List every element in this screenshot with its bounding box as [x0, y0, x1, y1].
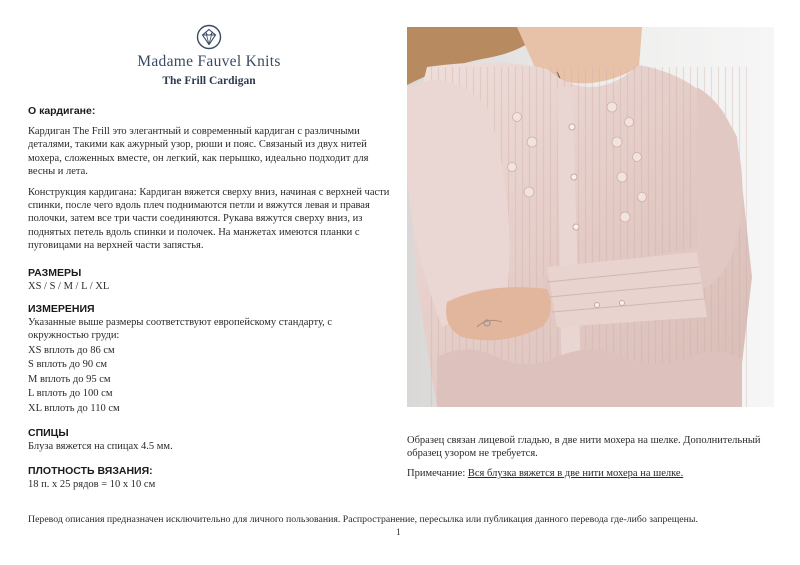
- about-paragraph-2: Конструкция кардигана: Кардиган вяжется сверху вниз, начиная с верхней части спинки, после чего вдоль плеч поднимаются петли и вяжутся левая и правая полочки, затем все три части соединяются. Рукава вяжутся сверху вниз, из поднятых петель вдоль спинки и полочек. На манжетах имеются планки с пуговицами на верхней части запястья.: [28, 186, 390, 252]
- sizes-heading: РАЗМЕРЫ: [28, 266, 82, 279]
- needles-heading: СПИЦЫ: [28, 426, 69, 439]
- about-heading: О кардигане:: [28, 105, 96, 117]
- measurements-intro: Указанные выше размеры соответствуют европейскому стандарту, с окружностью груди:: [28, 317, 333, 342]
- sizes-section: [28, 267, 390, 293]
- footer-disclaimer: Перевод описания предназначен исключительно для личного пользования. Распространение, пересылка или публикация данного перевода где-либо запрещены.: [28, 514, 698, 525]
- brand-header: [28, 24, 390, 87]
- page-number: 1: [396, 528, 401, 538]
- document-title: The Frill Cardigan: [162, 75, 256, 87]
- measurements-list: [28, 344, 390, 415]
- measurements-section: [28, 303, 390, 415]
- brand-name: Madame Fauvel Knits: [137, 53, 281, 70]
- measurements-heading: ИЗМЕРЕНИЯ: [28, 303, 95, 316]
- gauge-text: 18 п. х 25 рядов = 10 х 10 см: [28, 479, 156, 491]
- cardigan-photo: [407, 27, 774, 407]
- list-item: M вплоть до 95 см: [28, 373, 111, 385]
- diamond-logo-icon: [196, 24, 222, 50]
- list-item: XS вплоть до 86 см: [28, 344, 115, 356]
- sizes-value: XS / S / M / L / XL: [28, 280, 110, 292]
- list-item: XL вплоть до 110 см: [28, 402, 120, 414]
- sample-notes: [407, 434, 777, 480]
- gauge-heading: ПЛОТНОСТЬ ВЯЗАНИЯ:: [28, 465, 153, 478]
- about-section: [28, 105, 390, 253]
- gauge-section: [28, 465, 390, 491]
- needles-text: Блуза вяжется на спицах 4.5 мм.: [28, 440, 173, 452]
- note-paragraph: [407, 467, 777, 480]
- sample-text: Образец связан лицевой гладью, в две нити мохера на шелке. Дополнительный образец узором не требуется.: [407, 435, 761, 460]
- needles-section: [28, 427, 390, 453]
- list-item: S вплоть до 90 см: [28, 359, 108, 371]
- note-label: Примечание:: [407, 467, 466, 479]
- about-paragraph-1: Кардиган The Frill это элегантный и современный кардиган с различными деталями, такими как ажурный узор, рюши и пояс. Связаный из двух нитей мохера, сложенных вместе, он легкий, как перышко, идеально подходит для весны и лета.: [28, 126, 369, 178]
- left-column: [28, 24, 390, 492]
- list-item: L вплоть до 100 см: [28, 388, 113, 400]
- note-text: Вся блузка вяжется в две нити мохера на шелке.: [467, 467, 684, 479]
